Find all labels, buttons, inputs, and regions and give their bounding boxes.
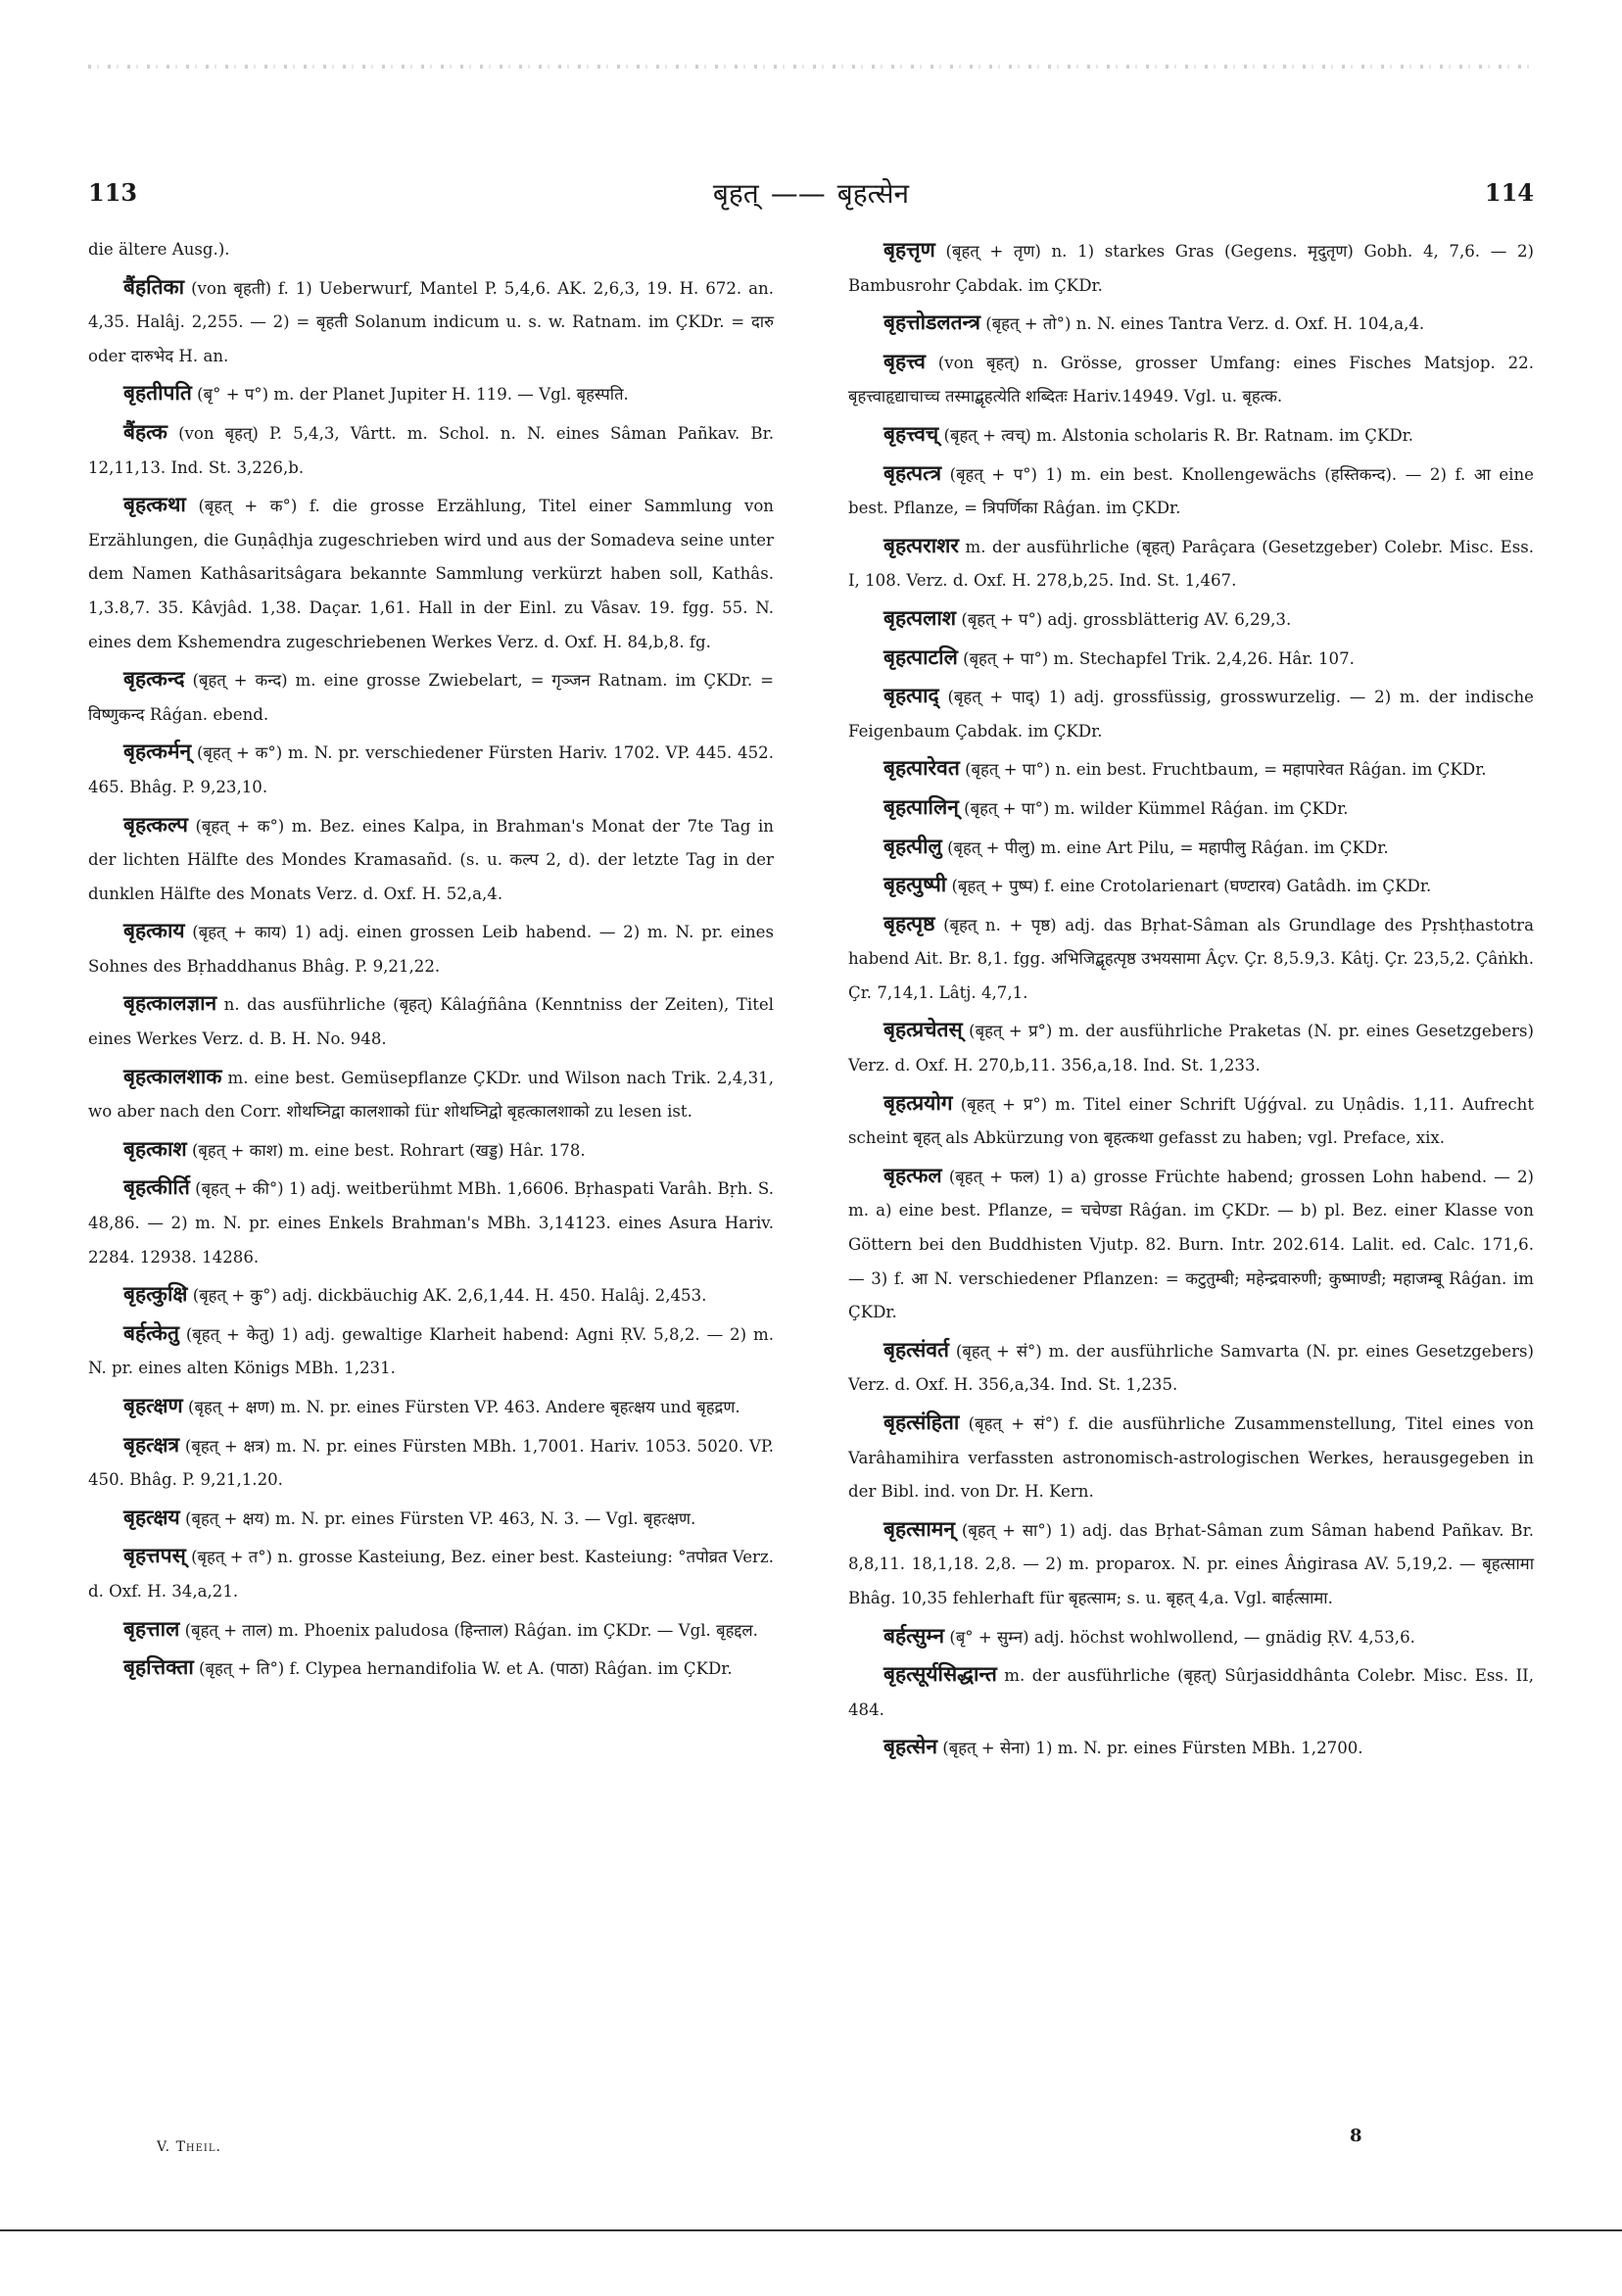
page-header: [88, 174, 1534, 214]
entry-body: (von बृहत्) n. Grösse, grosser Umfang: eines Fisches Matsjop. 22. बृहत्त्वाहृद्याचाच्च तस्माद्बृहत्येति शब्दितः Hariv.14949. Vgl. u. बृहत्क.: [848, 353, 1534, 407]
entry-body: m. der ausführliche (बृहत्) Parâçara (Gesetzgeber) Colebr. Misc. Ess. I, 108. Verz. d. Oxf. H. 278,b,25. Ind. St. 1,467.: [848, 537, 1534, 591]
entry-headword: बृहत्कथा: [123, 493, 186, 517]
entry-body: (बृहत् + क°) m. Bez. eines Kalpa, in Brahman's Monat der 7te Tag in der lichten Hälfte des Mondes Kramasañd. (s. u. कल्प 2, d). der letzte Tag in der dunklen Hälfte des Monats Verz. d. Oxf. H. 52,a,4.: [88, 816, 774, 903]
entry-headword: बृहत्पाद्: [883, 684, 939, 708]
entry-body: (बृहत् + सं°) m. der ausführliche Samvarta (N. pr. eines Gesetzgebers) Verz. d. Oxf. H. 356,a,34. Ind. St. 1,235.: [848, 1341, 1534, 1395]
dictionary-entry: [88, 233, 774, 267]
entry-headword: बृहत्काय: [123, 919, 185, 943]
entry-body: (बृहत् + कु°) adj. dickbäuchig AK. 2,6,1,44. H. 450. Halâj. 2,453.: [192, 1286, 707, 1306]
entry-headword: बृहत्पुष्पी: [883, 873, 947, 897]
dictionary-entry: [88, 1316, 774, 1386]
dictionary-entry: [88, 735, 774, 804]
entry-headword: बर्हत्सुम्न: [883, 1623, 945, 1648]
entry-headword: बृहत्पलाश: [883, 605, 957, 630]
dictionary-entry: [848, 790, 1534, 827]
entry-headword: बृहत्सूर्यसिद्धान्त: [883, 1662, 997, 1687]
dictionary-entry: [848, 1512, 1534, 1616]
dictionary-entry: [88, 986, 774, 1056]
entry-body: (बृहत् + काय) 1) adj. einen grossen Leib habend. — 2) m. N. pr. eines Sohnes des Bṛhaddhanus Bhâg. P. 9,21,22.: [88, 923, 774, 976]
entry-body: (बृहत् + सं°) f. die ausführliche Zusammenstellung, Titel eines von Varâhamihira verfassten astronomisch-astrologischen Werkes, herausgegeben in der Bibl. ind. von Dr. H. Kern.: [848, 1414, 1535, 1502]
dictionary-entry: [848, 1013, 1534, 1082]
dictionary-entry: [848, 1086, 1534, 1156]
dictionary-entry: [88, 1171, 774, 1274]
entry-body: (बृहत् + त°) n. grosse Kasteiung, Bez. einer best. Kasteiung: °तपोव्रत Verz. d. Oxf. H. 34,a,21.: [88, 1548, 774, 1601]
dictionary-entry: [848, 830, 1534, 866]
entry-body: (बृहत् + पा°) m. wilder Kümmel Râǵan. im ÇKDr.: [964, 798, 1349, 818]
entry-body: (बृहत् + क°) f. die grosse Erzählung, Titel einer Sammlung von Erzählungen, die Guṇâḍhja zugeschrieben wird und aus der Somadeva seine unter dem Namen Kathâsaritsâgara bekannte Sammlung verkürzt haben soll, Kathâs. 1,3.8,7. 35. Kâvjâd. 1,38. Daçar. 1,61. Hall in der Einl. zu Vâsav. 19. fgg. 55. N. eines dem Kshemendra zugeschriebenen Werkes Verz. d. Oxf. H. 84,b,8. fg.: [88, 497, 774, 651]
entry-headword: बृहत्कर्मन्: [123, 740, 192, 764]
dictionary-entry: [88, 270, 774, 374]
dictionary-entry: [88, 1277, 774, 1314]
entry-headword: बृहत्कुक्षि: [123, 1282, 188, 1307]
entry-headword: बृहतीपति: [123, 381, 192, 406]
entry-headword: बृहत्कीर्ति: [123, 1175, 190, 1200]
entry-body: (बृहत् + पुष्प) f. eine Crotolarienart (घण्टारव) Gatâdh. im ÇKDr.: [951, 877, 1432, 896]
dictionary-entry: [848, 868, 1534, 904]
dictionary-entry: [88, 415, 774, 485]
entry-body: (von बृहती) f. 1) Ueberwurf, Mantel P. 5,4,6. AK. 2,6,3, 19. H. 672. an. 4,35. Halâj. 2,255. — 2) = बृहती Solanum indicum u. s. w. Ratnam. im ÇKDr. = दारु oder दारुभेद H. an.: [88, 278, 774, 365]
dictionary-entry: [848, 679, 1534, 748]
entry-headword: बृहत्पारेवत: [883, 756, 960, 781]
dictionary-entry: [848, 751, 1534, 788]
entry-body: (बृ° + सुम्न) adj. höchst wohlwollend, — gnädig ṚV. 4,53,6.: [949, 1627, 1415, 1647]
entry-body: (बृहत् + काश) m. eine best. Rohrart (खड्ड) Hâr. 178.: [191, 1140, 586, 1160]
entry-body: (बृहत् + प्र°) m. der ausführliche Praketas (N. pr. eines Gesetzgebers) Verz. d. Oxf. H. 270,b,11. 356,a,18. Ind. St. 1,233.: [848, 1022, 1535, 1076]
entry-headword: बृहत्कल्प: [123, 812, 188, 837]
dictionary-entry: [88, 808, 774, 912]
entry-body: (von बृहत्) P. 5,4,3, Vârtt. m. Schol. n. N. eines Sâman Pañkav. Br. 12,11,13. Ind. St. 3,226,b.: [88, 423, 774, 477]
page-number-right: 114: [1484, 178, 1534, 207]
entry-headword: बृहत्तृण: [883, 238, 935, 262]
entry-body: die ältere Ausg.).: [88, 240, 230, 259]
dictionary-entry: [848, 1406, 1534, 1509]
dictionary-entry: [88, 1389, 774, 1425]
dictionary-entry: [848, 306, 1534, 342]
entry-headword: बृहत्कन्द: [123, 667, 185, 692]
entry-body: (बृहत् n. + पृष्ठ) adj. das Bṛhat-Sâman als Grundlage des Pṛshṭhastotra habend Ait. Br. 8,1. fgg. अभिजिद्बृहत्पृष्ठ उभयसामा Âçv. Çr. 8,5.9,3. Kâtj. Çr. 23,5,2. Çâṅkh. Çr. 7,14,1. Lâtj. 4,7,1.: [848, 915, 1534, 1002]
dictionary-entry: [848, 529, 1534, 598]
dictionary-entry: [848, 456, 1534, 526]
entry-headword: बृहत्त्वच्: [883, 421, 939, 446]
entry-headword: बृहत्प्रचेतस्: [883, 1018, 963, 1042]
entry-headword: बृहत्सामन्: [883, 1516, 955, 1541]
running-head: [88, 174, 1534, 212]
dictionary-entry: [88, 1612, 774, 1649]
entry-headword: बृहत्क्षत्र: [123, 1432, 180, 1457]
entry-body: (बृहत् + पीलु) m. eine Art Pilu, = महापीलु Râǵan. im ÇKDr.: [947, 837, 1389, 857]
entry-body: (बृहत् + ति°) f. Clypea hernandifolia W. et A. (पाठा) Râǵan. im ÇKDr.: [199, 1659, 733, 1679]
entry-headword: बर्हत्केतु: [123, 1320, 179, 1345]
dictionary-entry: [848, 1657, 1534, 1727]
entry-headword: बृहत्क्षण: [123, 1394, 183, 1417]
entry-headword: बृहत्ताल: [123, 1616, 180, 1641]
bottom-rule: [0, 2229, 1622, 2231]
entry-headword: बृहत्कालशाक: [123, 1064, 222, 1088]
guide-dash: ——: [770, 177, 826, 210]
dictionary-entry: [88, 662, 774, 732]
entry-headword: बृहत्क्षय: [123, 1505, 180, 1529]
dictionary-entry: [848, 601, 1534, 638]
guide-word-left: बृहत्: [712, 177, 759, 210]
dictionary-entry: [88, 1132, 774, 1169]
dictionary-entry: [88, 376, 774, 412]
dictionary-entry: [848, 1730, 1534, 1766]
entry-headword: बृहत्तिक्ता: [123, 1655, 194, 1680]
dictionary-entry: [848, 1333, 1534, 1403]
dictionary-entry: [88, 1428, 774, 1498]
entry-headword: बृहत्तपस्: [123, 1544, 186, 1568]
entry-headword: बैंहत्क: [123, 419, 167, 444]
entry-body: (बृहत् + पा°) n. ein best. Fruchtbaum, = महापारेवत Râǵan. im ÇKDr.: [965, 760, 1487, 780]
right-column: [848, 233, 1534, 1769]
entry-headword: बृहत्पत्त्र: [883, 460, 942, 485]
entry-body: (बृहत् + तृण) n. 1) starkes Gras (Gegens. मृदुतृण) Gobh. 4, 7,6. — 2) Bambusrohr Çabdak. im ÇKDr.: [848, 242, 1534, 295]
entry-body: (बृहत् + प्र°) m. Titel einer Schrift Uǵǵval. zu Uṇâdis. 1,11. Aufrecht scheint बृहत् als Abkürzung von बृहत्कथा gefasst zu haben; vgl. Preface, xix.: [848, 1094, 1534, 1148]
entry-headword: बृहत्फल: [883, 1163, 942, 1187]
entry-body: (बृहत् + केतु) 1) adj. gewaltige Klarheit habend: Agni ṚV. 5,8,2. — 2) m. N. pr. eines alten Königs MBh. 1,231.: [88, 1324, 774, 1378]
entry-headword: बृहत्पाटलि: [883, 645, 958, 669]
dictionary-entry: [848, 233, 1534, 303]
entry-headword: बृहत्त्व: [883, 349, 926, 373]
dictionary-entry: [88, 1539, 774, 1608]
entry-headword: बृहत्पालिन्: [883, 794, 959, 819]
entry-headword: बृहत्प्रयोग: [883, 1090, 953, 1115]
entry-headword: बृहत्पीलु: [883, 834, 942, 858]
dictionary-entry: [848, 641, 1534, 677]
guide-word-right: बृहत्सेन: [836, 177, 910, 210]
entry-headword: बृहत्संहिता: [883, 1411, 960, 1434]
entry-body: (बृहत् + ताल) m. Phoenix paludosa (हिन्ताल) Râǵan. im ÇKDr. — Vgl. बृहद्दल.: [184, 1620, 758, 1640]
scan-edge-noise: [88, 65, 1538, 69]
entry-headword: बृहत्तोडलतन्त्र: [883, 311, 980, 335]
left-column: [88, 233, 774, 1769]
entry-body: m. der ausführliche (बृहत्) Sûrjasiddhânta Colebr. Misc. Ess. II, 484.: [848, 1666, 1534, 1719]
entry-body: (बृहत् + सेना) 1) m. N. pr. eines Fürsten MBh. 1,2700.: [942, 1739, 1363, 1758]
entry-body: (बृहत् + सा°) 1) adj. das Bṛhat-Sâman zum Sâman habend Pañkav. Br. 8,8,11. 18,1,18. 2,8. — 2) m. proparox. N. pr. eines Âṅgirasa AV. 5,19,2. — बृहत्सामा Bhâg. 10,35 fehlerhaft für बृहत्साम; s. u. बृहत् 4,a. Vgl. बार्हत्सामा.: [848, 1520, 1534, 1607]
entry-headword: बृहत्पृष्ठ: [883, 911, 935, 935]
dictionary-entry: [88, 1650, 774, 1687]
entry-body: (बृहत् + की°) 1) adj. weitberühmt MBh. 1,6606. Bṛhaspati Varâh. Bṛh. S. 48,86. — 2) m. N. pr. eines Enkels Brahman's MBh. 3,14123. eines Asura Hariv. 2284. 12938. 14286.: [88, 1179, 774, 1267]
volume-label: V. Theil.: [157, 2139, 221, 2155]
entry-body: (बृहत् + त्वच्) m. Alstonia scholaris R. Br. Ratnam. im ÇKDr.: [943, 425, 1414, 445]
page-number-left: 113: [88, 178, 138, 207]
entry-headword: बैंहतिका: [123, 274, 185, 299]
entry-body: (बृहत् + पा°) m. Stechapfel Trik. 2,4,26. Hâr. 107.: [963, 648, 1355, 668]
entry-body: (बृहत् + क्षत्र) m. N. pr. eines Fürsten MBh. 1,7001. Hariv. 1053. 5020. VP. 450. Bhâg. P. 9,21,1.20.: [88, 1436, 774, 1490]
entry-body: (बृहत् + क्षण) m. N. pr. eines Fürsten VP. 463. Andere बृहत्क्षय und बृहद्रण.: [188, 1398, 740, 1416]
entry-headword: बृहत्काश: [123, 1136, 187, 1161]
entry-headword: बृहत्कालज्ञान: [123, 991, 217, 1016]
entry-body: (बृहत् + प°) 1) m. ein best. Knollengewächs (हस्तिकन्द). — 2) f. आ eine best. Pflanze, = त्रिपर्णिका Râǵan. im ÇKDr.: [848, 464, 1534, 518]
dictionary-columns: [88, 233, 1534, 1769]
dictionary-entry: [848, 1619, 1534, 1655]
dictionary-entry: [848, 345, 1534, 414]
dictionary-entry: [848, 417, 1534, 454]
entry-body: (बृहत् + तो°) n. N. eines Tantra Verz. d. Oxf. H. 104,a,4.: [985, 314, 1425, 334]
entry-headword: बृहत्संवर्त: [883, 1337, 949, 1362]
entry-body: (बृहत् + पाद्) 1) adj. grossfüssig, grosswurzelig. — 2) m. der indische Feigenbaum Çabdak. im ÇKDr.: [848, 688, 1535, 741]
dictionary-entry: [88, 914, 774, 983]
entry-body: m. eine best. Gemüsepflanze ÇKDr. und Wilson nach Trik. 2,4,31, wo aber nach den Corr. शोथघ्निद्वा कालशाको für शोथघ्निद्वो बृहत्कालशाको zu lesen ist.: [88, 1068, 774, 1122]
dictionary-entry: [848, 1159, 1534, 1330]
entry-body: (बृहत् + कन्द) m. eine grosse Zwiebelart, = गृञ्जन Ratnam. im ÇKDr. = विष्णुकन्द Râǵan. ebend.: [88, 671, 774, 724]
dictionary-entry: [88, 488, 774, 659]
entry-body: (बृ° + प°) m. der Planet Jupiter H. 119. — Vgl. बृहस्पति.: [197, 385, 629, 405]
entry-body: n. das ausführliche (बृहत्) Kâlaǵñâna (Kenntniss der Zeiten), Titel eines Werkes Verz. d. B. H. No. 948.: [88, 995, 774, 1049]
entry-body: (बृहत् + क्षय) m. N. pr. eines Fürsten VP. 463, N. 3. — Vgl. बृहत्क्षण.: [185, 1508, 696, 1528]
entry-headword: बृहत्पराशर: [883, 533, 960, 557]
dictionary-entry: [88, 1501, 774, 1537]
entry-body: (बृहत् + क°) m. N. pr. verschiedener Fürsten Hariv. 1702. VP. 445. 452. 465. Bhâg. P. 9,23,10.: [88, 743, 774, 796]
signature-mark: 8: [1350, 2126, 1362, 2146]
entry-body: (बृहत् + फल) 1) a) grosse Früchte habend; grossen Lohn habend. — 2) m. a) eine best. Pflanze, = चचेण्डा Râǵan. im ÇKDr. — b) pl. Bez. einer Klasse von Göttern bei den Buddhisten Vjutp. 82. Burn. Intr. 202.614. Lalit. ed. Calc. 171,6. — 3) f. आ N. verschiedener Pflanzen: = कटुतुम्बी; महेन्द्रवारुणी; कुष्माण्डी; महाजम्बू Râǵan. im ÇKDr.: [848, 1167, 1534, 1322]
entry-headword: बृहत्सेन: [883, 1735, 937, 1759]
dictionary-entry: [88, 1060, 774, 1129]
entry-body: (बृहत् + प°) adj. grossblätterig AV. 6,29,3.: [961, 609, 1292, 629]
dictionary-entry: [848, 907, 1534, 1011]
